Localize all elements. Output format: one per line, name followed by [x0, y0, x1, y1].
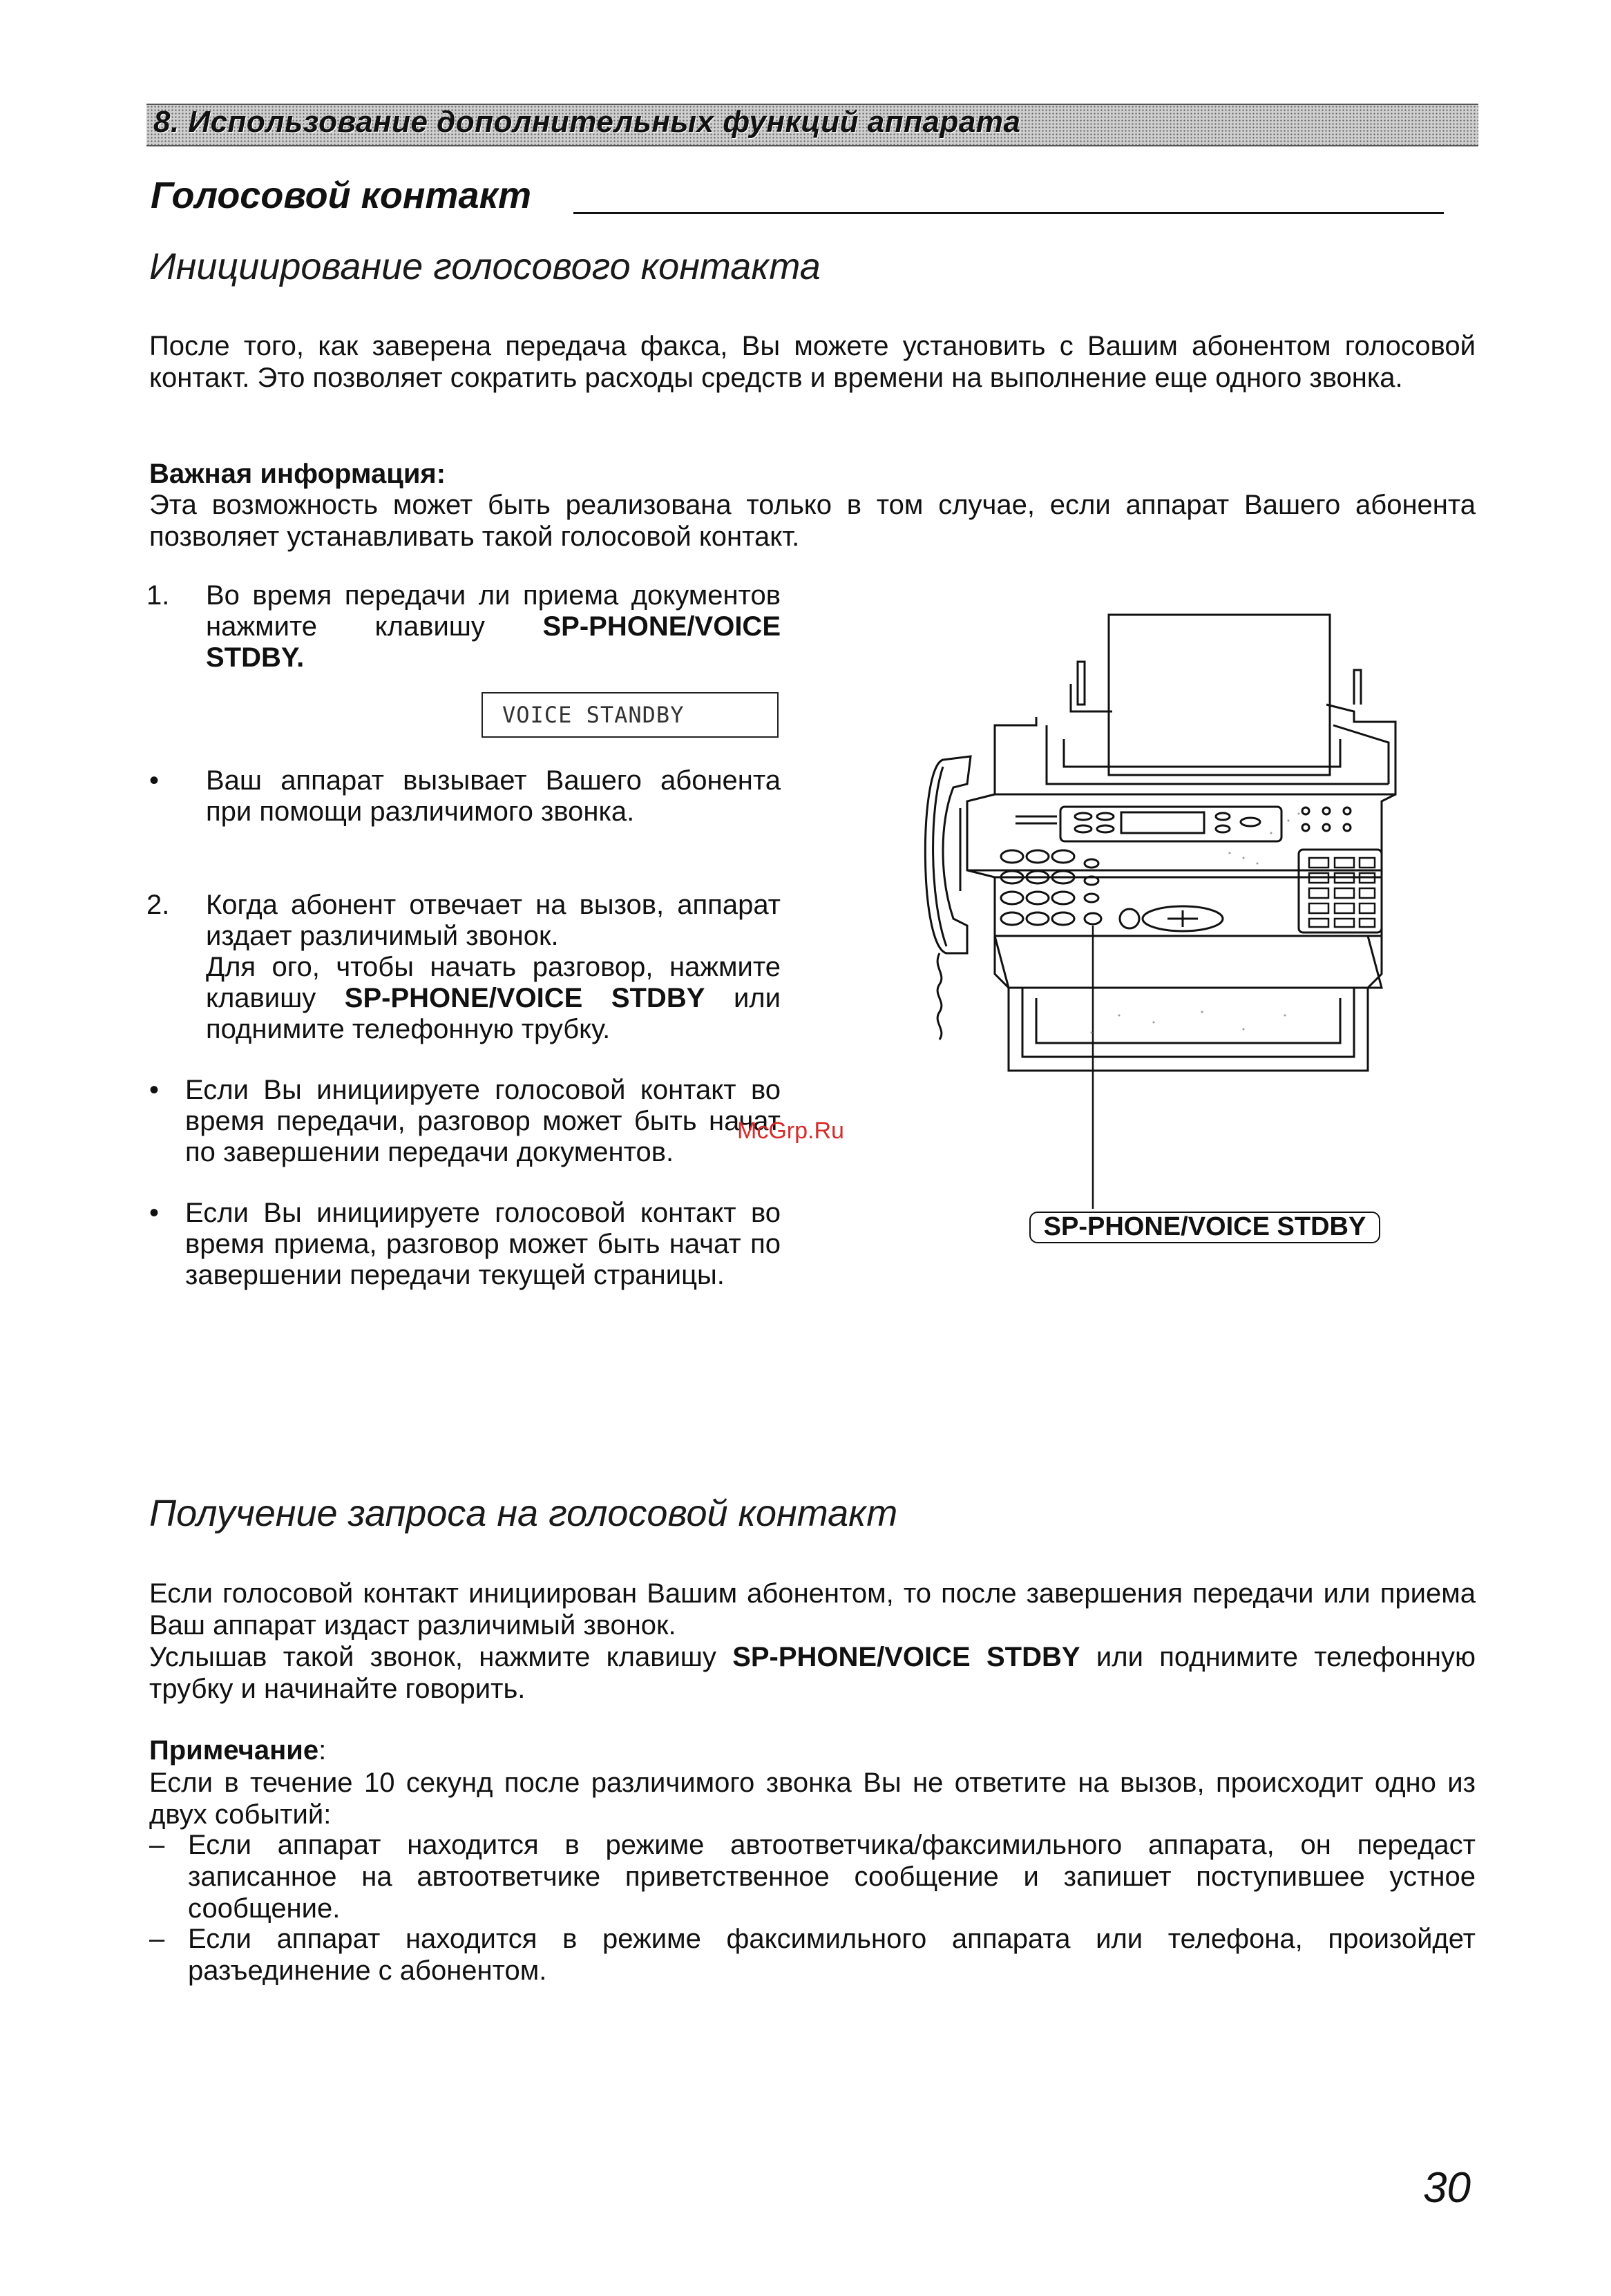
fax-paper: [1109, 615, 1330, 775]
bullet-1-text: Ваш аппарат вызывает Вашего абонента при помощи различимого звонка.: [206, 765, 781, 827]
step-1: [146, 580, 781, 673]
intro-paragraph: [149, 330, 1476, 394]
important-label: Важная информация:: [149, 459, 446, 489]
note-item-2-text: Если аппарат находится в режиме факсимильного аппарата или телефона, произойдет разъединение с абонентом.: [188, 1924, 1476, 1986]
bullet-2-text: Если Вы инициируете голосовой контакт во время передачи, разговор может быть начат по завершении передачи документов.: [185, 1075, 781, 1167]
sp-phone-button: [1085, 913, 1101, 924]
step-1-key: SP-PHONE/VOICE STDBY.: [206, 611, 781, 673]
note-colon: :: [318, 1735, 327, 1766]
one-touch-panel: [1299, 850, 1382, 932]
dash-mark: –: [149, 1924, 165, 1954]
step-1-number: 1.: [146, 580, 170, 611]
lcd-display: VOICE STANDBY: [482, 692, 779, 738]
watermark: McGrp.Ru: [737, 1118, 844, 1144]
bullet-mark: •: [149, 1198, 160, 1228]
bullet-mark: •: [149, 1075, 160, 1105]
lcd-window: [1121, 812, 1204, 833]
bullet-1: [146, 765, 781, 827]
step-2-number: 2.: [146, 890, 170, 920]
step-2-text-b: Для ого, чтобы начать разговор, нажмите клавишу: [206, 952, 781, 1013]
chapter-header: 8. Использование дополнительных функций аппарата: [153, 105, 1021, 139]
important-paragraph: [149, 489, 1476, 553]
receive-text-2: [149, 1641, 1476, 1705]
receive-text-2a: Услышав такой звонок, нажмите клавишу: [149, 1642, 716, 1672]
section-rule: [573, 212, 1444, 214]
receive-key: SP-PHONE/VOICE STDBY: [732, 1642, 1080, 1672]
receive-text-2b: или поднимите телефонную трубку и начинайте говорить.: [149, 1642, 1476, 1704]
step-2-body: [206, 890, 781, 1045]
bullet-2: [146, 1075, 781, 1168]
step-1-text: Во время передачи ли приема документов нажмите клавишу: [206, 580, 781, 642]
dash-mark: –: [149, 1830, 165, 1860]
note-text: Если в течение 10 секунд после различимого звонка Вы не ответите на вызов, происходит одно из двух событий:: [149, 1768, 1476, 1830]
note-label-wrap: [149, 1735, 326, 1766]
sp-phone-callout-label: SP-PHONE/VOICE STDBY: [1029, 1212, 1380, 1243]
keypad: [1001, 850, 1074, 925]
note-item-1-text: Если аппарат находится в режиме автоответчика/факсимильного аппарата, он передаст записанное на автоответчике приветственное сообщение и запишет поступившее устное сообщение.: [188, 1830, 1476, 1924]
step-2-text-c: или поднимите телефонную трубку.: [206, 983, 781, 1044]
subsection-title-initiate: Инициирование голосового контакта: [149, 246, 821, 287]
bullet-mark: •: [149, 765, 160, 796]
note-label: Примечание: [149, 1735, 319, 1766]
page-number: 30: [1423, 2164, 1471, 2212]
intro-text: После того, как заверена передача факса, Вы можете установить с Вашим абонентом голосовой контакт. Это позволяет сократить расходы средств и времени на выполнение еще одного звонка.: [149, 331, 1476, 393]
step-2-text-a: Когда абонент отвечает на вызов, аппарат издает различимый звонок.: [206, 890, 781, 951]
step-2: [146, 890, 781, 1045]
note-item-2: [149, 1923, 1476, 1987]
step-2-key: SP-PHONE/VOICE STDBY: [344, 983, 705, 1013]
note-item-1: [149, 1829, 1476, 1924]
receive-paragraph: [149, 1578, 1476, 1705]
receive-text-1: Если голосовой контакт инициирован Вашим абонентом, то после завершения передачи или приема Ваш аппарат издаст различимый звонок.: [149, 1578, 1476, 1640]
note-paragraph: [149, 1767, 1476, 1830]
section-title: Голосовой контакт: [151, 175, 531, 216]
step-1-body: [206, 580, 781, 673]
important-text: Эта возможность может быть реализована только в том случае, если аппарат Вашего абонента позволяет устанавливать такой голосовой контакт.: [149, 490, 1476, 552]
fax-machine-illustration: [912, 601, 1478, 1209]
bullet-3: [146, 1198, 781, 1291]
bullet-3-text: Если Вы инициируете голосовой контакт во время приема, разговор может быть начат по завершении передачи текущей страницы.: [185, 1198, 781, 1290]
subsection-title-receive: Получение запроса на голосовой контакт: [149, 1493, 898, 1534]
